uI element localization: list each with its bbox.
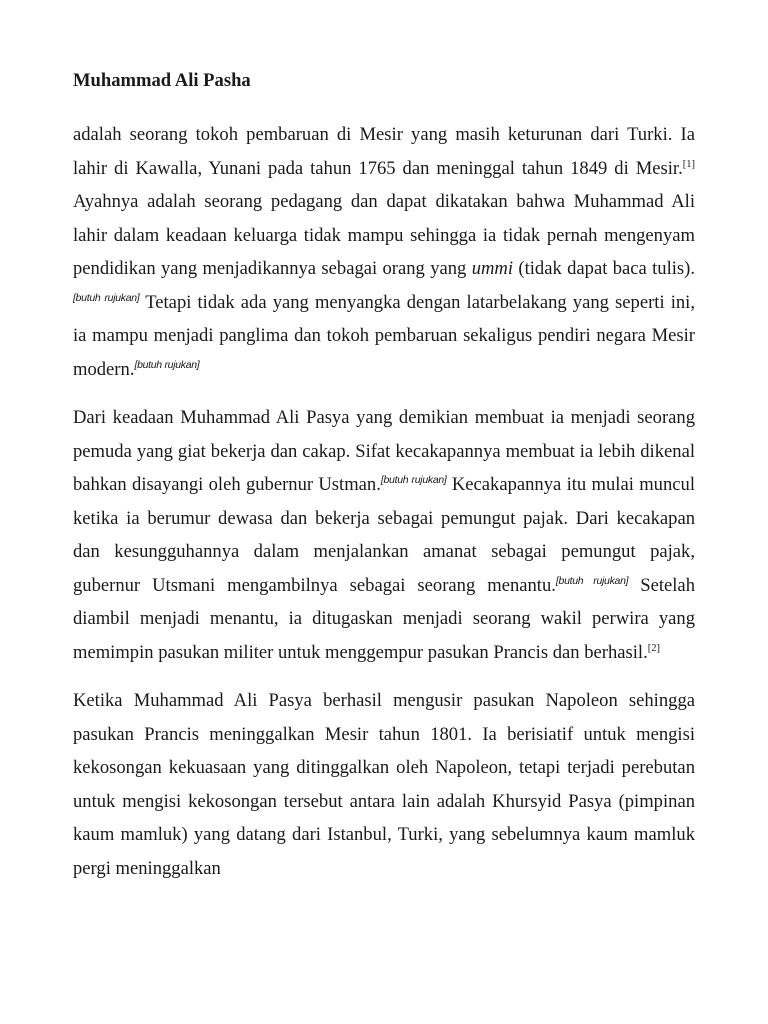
reference-link[interactable]: [2] [647, 642, 660, 654]
citation-needed[interactable]: [butuh rujukan] [380, 474, 447, 486]
reference-link[interactable]: [1] [682, 158, 695, 170]
paragraph-text: Dari keadaan Muhammad Ali Pasya yang demikian membuat ia menjadi seorang pemuda yang giat bekerja dan cakap. Sifat kecakapannya membuat ia lebih dikenal bahkan disayangi oleh gubernur Ustman. [73, 407, 695, 495]
italic-term: ummi [471, 258, 514, 279]
paragraph-text: adalah seorang tokoh pembaruan di Mesir yang masih keturunan dari Turki. Ia lahir di Kawalla, Yunani pada tahun 1765 dan meninggal tahun 1849 di Mesir. [73, 124, 695, 179]
paragraph-text: Setelah diambil menjadi menantu, ia ditugaskan menjadi seorang wakil perwira yang memimpin pasukan militer untuk menggempur pasukan Prancis dan berhasil. [73, 574, 695, 663]
citation-needed[interactable]: [butuh rujukan] [134, 358, 200, 371]
paragraph-text: Kecakapannya itu mulai muncul ketika ia berumur dewasa dan bekerja sebagai pemungut pajak. Dari kecakapan dan kesungguhannya dalam menjalankan amanat sebagai pemungut pajak, gubernur Utsmani mengambilnya sebagai seorang menantu. [73, 474, 695, 596]
paragraph-text: (tidak dapat baca tulis). [513, 258, 695, 279]
paragraph-text: Tetapi tidak ada yang menyangka dengan latarbelakang yang seperti ini, ia mampu menjadi panglima dan tokoh pembaruan sekaligus pendiri negara Mesir modern. [73, 291, 695, 380]
document-page [73, 66, 695, 900]
paragraph-text: Ayahnya adalah seorang pedagang dan dapat dikatakan bahwa Muhammad Ali lahir dalam keadaan keluarga tidak mampu sehingga ia tidak pernah mengenyam pendidikan yang menjadikannya sebagai orang yang [73, 191, 695, 279]
citation-needed[interactable]: [butuh rujukan] [555, 574, 629, 587]
document-title: Muhammad Ali Pasha [73, 70, 251, 91]
paragraph-1 [73, 118, 695, 386]
paragraph-2 [73, 401, 695, 669]
paragraph-3 [73, 684, 695, 885]
citation-needed[interactable]: [butuh rujukan] [73, 291, 140, 304]
paragraph-text: Ketika Muhammad Ali Pasya berhasil mengusir pasukan Napoleon sehingga pasukan Prancis meninggalkan Mesir tahun 1801. Ia berisiatif untuk mengisi kekosongan kekuasaan yang ditinggalkan oleh Napoleon, tetapi terjadi perebutan untuk mengisi kekosongan tersebut antara lain adalah Khursyid Pasya (pimpinan kaum mamluk) yang datang dari Istanbul, Turki, yang sebelumnya kaum mamluk pergi meninggalkan [73, 690, 695, 879]
